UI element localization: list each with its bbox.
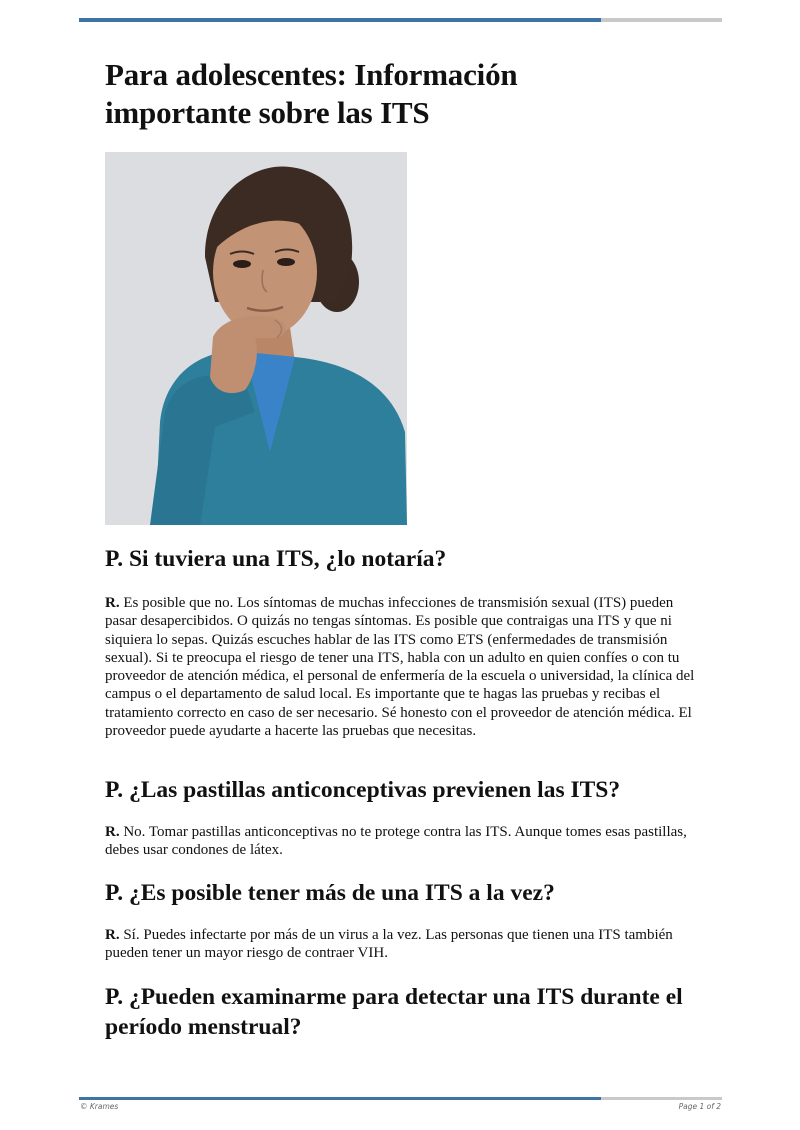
section-notice-sti [105, 544, 705, 740]
answer-text [105, 594, 705, 740]
question-heading: P. ¿Es posible tener más de una ITS a la vez? [105, 880, 555, 906]
answer-label: R. [105, 595, 120, 611]
question-heading: P. Si tuviera una ITS, ¿lo notaría? [105, 546, 447, 572]
section-menstrual-test [105, 982, 705, 1042]
answer-body: Sí. Puedes infectarte por más de un virus a la vez. Las personas que tienen una ITS también pueden tener un mayor riesgo de contraer VIH. [105, 927, 673, 962]
question-heading: P. ¿Las pastillas anticonceptivas previenen las ITS? [105, 777, 621, 803]
answer-text [105, 926, 705, 963]
top-rule-grey [601, 18, 722, 22]
question-heading: P. ¿Pueden examinarme para detectar una ITS durante el período menstrual? [105, 984, 683, 1040]
footer-copyright: © Krames [80, 1102, 119, 1111]
top-rule-blue [79, 18, 601, 22]
bottom-rule [79, 1097, 722, 1100]
answer-body: Es posible que no. Los síntomas de muchas infecciones de transmisión sexual (ITS) pueden pasar desapercibidos. O quizás no tengas síntomas. Es posible que contraigas una ITS y que ni siquiera lo sepas. Quizás escuches hablar de las ITS como ETS (enfermedades de transmisión sexual). Si te preocupa el riesgo de tener una ITS, habla con un adulto en quien confíes o con tu proveedor de atención médica, el personal de enfermería de la escuela o universidad, la clínica del campus o el departamento de salud local. Es importante que te hagas las pruebas y recibas el tratamiento correcto en caso de ser necesario. Sé honesto con el proveedor de atención médica. El proveedor puede ayudarte a hacerte las pruebas que necesitas. [105, 595, 695, 740]
top-rule [79, 18, 722, 22]
answer-label: R. [105, 927, 120, 943]
answer-body: No. Tomar pastillas anticonceptivas no te protege contra las ITS. Aunque tomes esas pastillas, debes usar condones de látex. [105, 824, 687, 859]
bottom-rule-grey [601, 1097, 722, 1100]
bottom-rule-blue [79, 1097, 601, 1100]
section-multiple-sti [105, 878, 705, 963]
teen-illustration [105, 152, 407, 525]
section-birth-control [105, 775, 705, 860]
teen-photo [105, 152, 407, 525]
footer-page-number: Page 1 of 2 [678, 1102, 721, 1111]
answer-text [105, 823, 705, 860]
answer-label: R. [105, 824, 120, 840]
page-title: Para adolescentes: Información importante sobre las ITS [105, 57, 518, 130]
